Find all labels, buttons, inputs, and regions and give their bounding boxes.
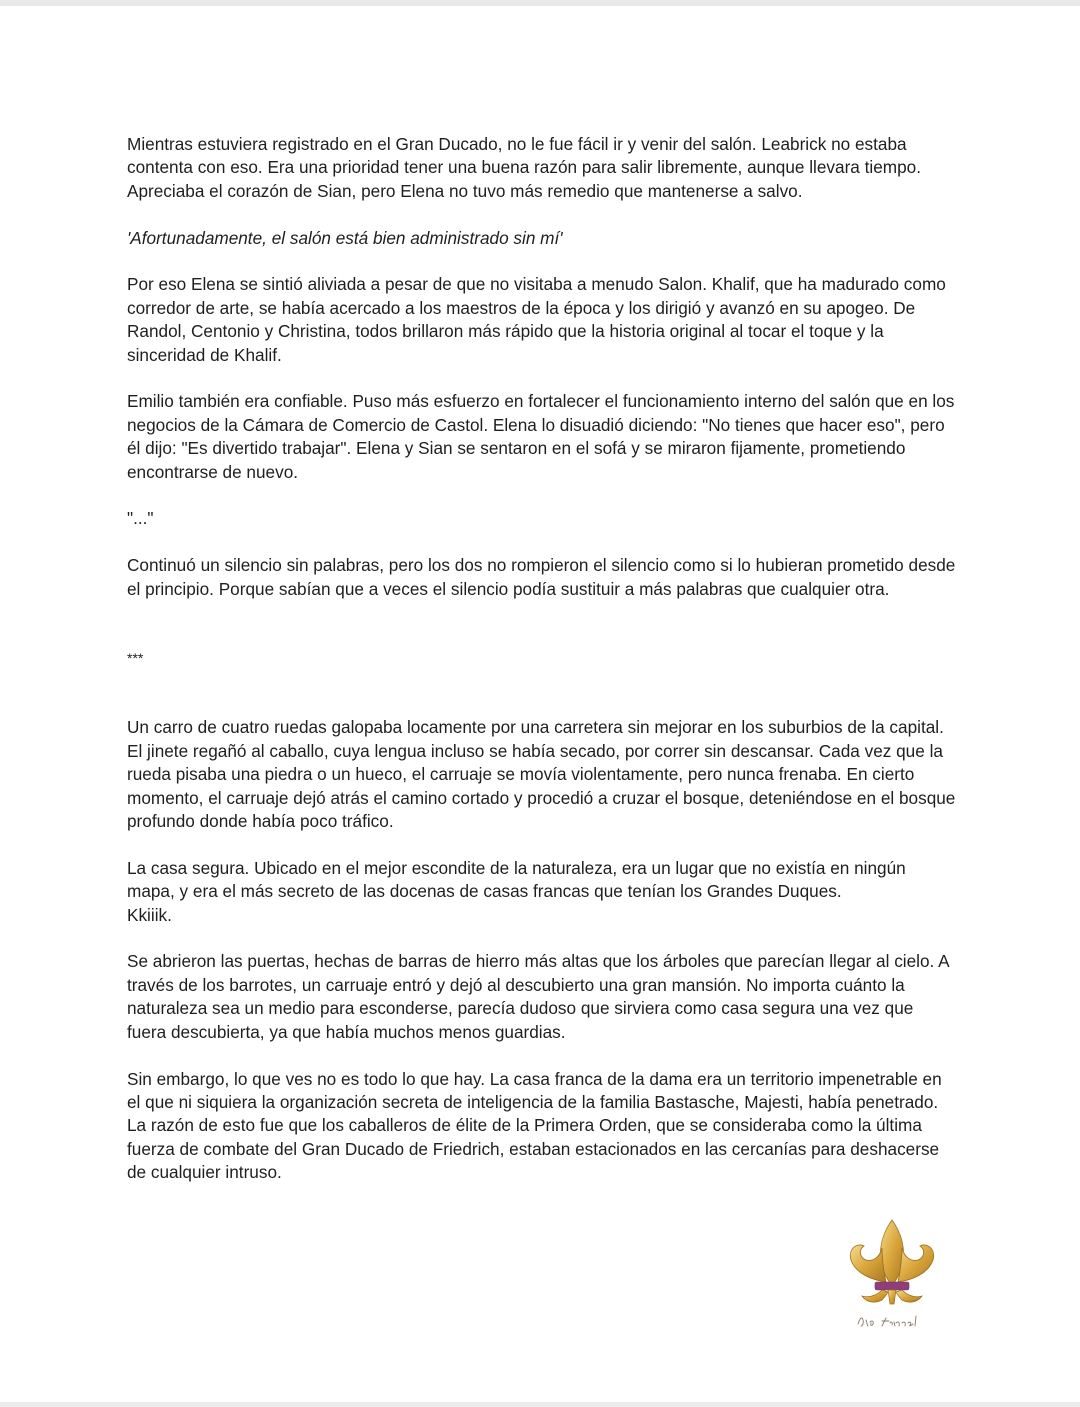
paragraph: Se abrieron las puertas, hechas de barras de hierro más altas que los árboles que parecían llegar al cielo. A través de los barrotes, un carruaje entró y dejó al descubierto una gran mansión. No importa cuánto la naturaleza sea un medio para esconderse, parecía dudoso que sirviera como casa segura una vez que fuera descubierta, ya que había muchos menos guardias. — [127, 951, 949, 1042]
paragraph: Mientras estuviera registrado en el Gran Ducado, no le fue fácil ir y venir del salón. Leabrick no estaba contenta con eso. Era una prioridad tener una buena razón para salir libremente, aunque llevara tiempo. Apreciaba el corazón de Sian, pero Elena no tuvo más remedio que mantenerse a salvo. — [127, 134, 921, 201]
document-body — [127, 133, 957, 1185]
paragraph: Emilio también era confiable. Puso más esfuerzo en fortalecer el funcionamiento interno del salón que en los negocios de la Cámara de Comercio de Castol. Elena lo disuadió diciendo: "No tienes que hacer eso", pero él dijo: "Es divertido trabajar". Elena y Sian se sentaron en el sofá y se miraron fijamente, prometiendo encontrarse de nuevo. — [127, 391, 955, 482]
dialogue-line: "..." — [127, 508, 154, 529]
paragraph: Un carro de cuatro ruedas galopaba locamente por una carretera sin mejorar en los suburbios de la capital. El jinete regañó al caballo, cuya lengua incluso se había secado, por correr sin descansar. Cada vez que la rueda pisaba una piedra o un hueco, el carruaje se movía violentamente, pero nunca frenaba. En cierto momento, el carruaje dejó atrás el camino cortado y procedió a cruzar el bosque, deteniéndose en el bosque profundo donde había poco tráfico. — [127, 717, 956, 832]
scene-separator: *** — [127, 650, 144, 667]
signature-logo — [852, 1310, 932, 1332]
paragraph: Por eso Elena se sintió aliviada a pesar de que no visitaba a menudo Salon. Khalif, que ha madurado como corredor de arte, se había acercado a los maestros de la época y los dirigió y avanzó en su apogeo. De Randol, Centonio y Christina, todos brillaron más rápido que la historia original al tocar el toque y la sinceridad de Khalif. — [127, 274, 946, 365]
italic-thought: 'Afortunadamente, el salón está bien administrado sin mí' — [127, 227, 563, 248]
paragraph: La casa segura. Ubicado en el mejor escondite de la naturaleza, era un lugar que no existía en ningún mapa, y era el más secreto de las docenas de casas francas que tenían los Grandes Duques. — [127, 857, 906, 902]
sound-effect: Kkiiik. — [127, 904, 172, 925]
top-edge — [0, 0, 1080, 6]
paragraph: Sin embargo, lo que ves no es todo lo que hay. La casa franca de la dama era un territorio impenetrable en el que ni siquiera la organización secreta de inteligencia de la familia Bastasche, Majesti, había penetrado. La razón de esto fue que los caballeros de élite de la Primera Orden, que se consideraba como la última fuerza de combate del Gran Ducado de Friedrich, estaban estacionados en las cercanías para deshacerse de cualquier intruso. — [127, 1068, 942, 1183]
paragraph: Continuó un silencio sin palabras, pero los dos no rompieron el silencio como si lo hubieran prometido desde el principio. Porque sabían que a veces el silencio podía sustituir a más palabras que cualquier otra. — [127, 555, 956, 599]
bottom-edge — [0, 1402, 1080, 1407]
